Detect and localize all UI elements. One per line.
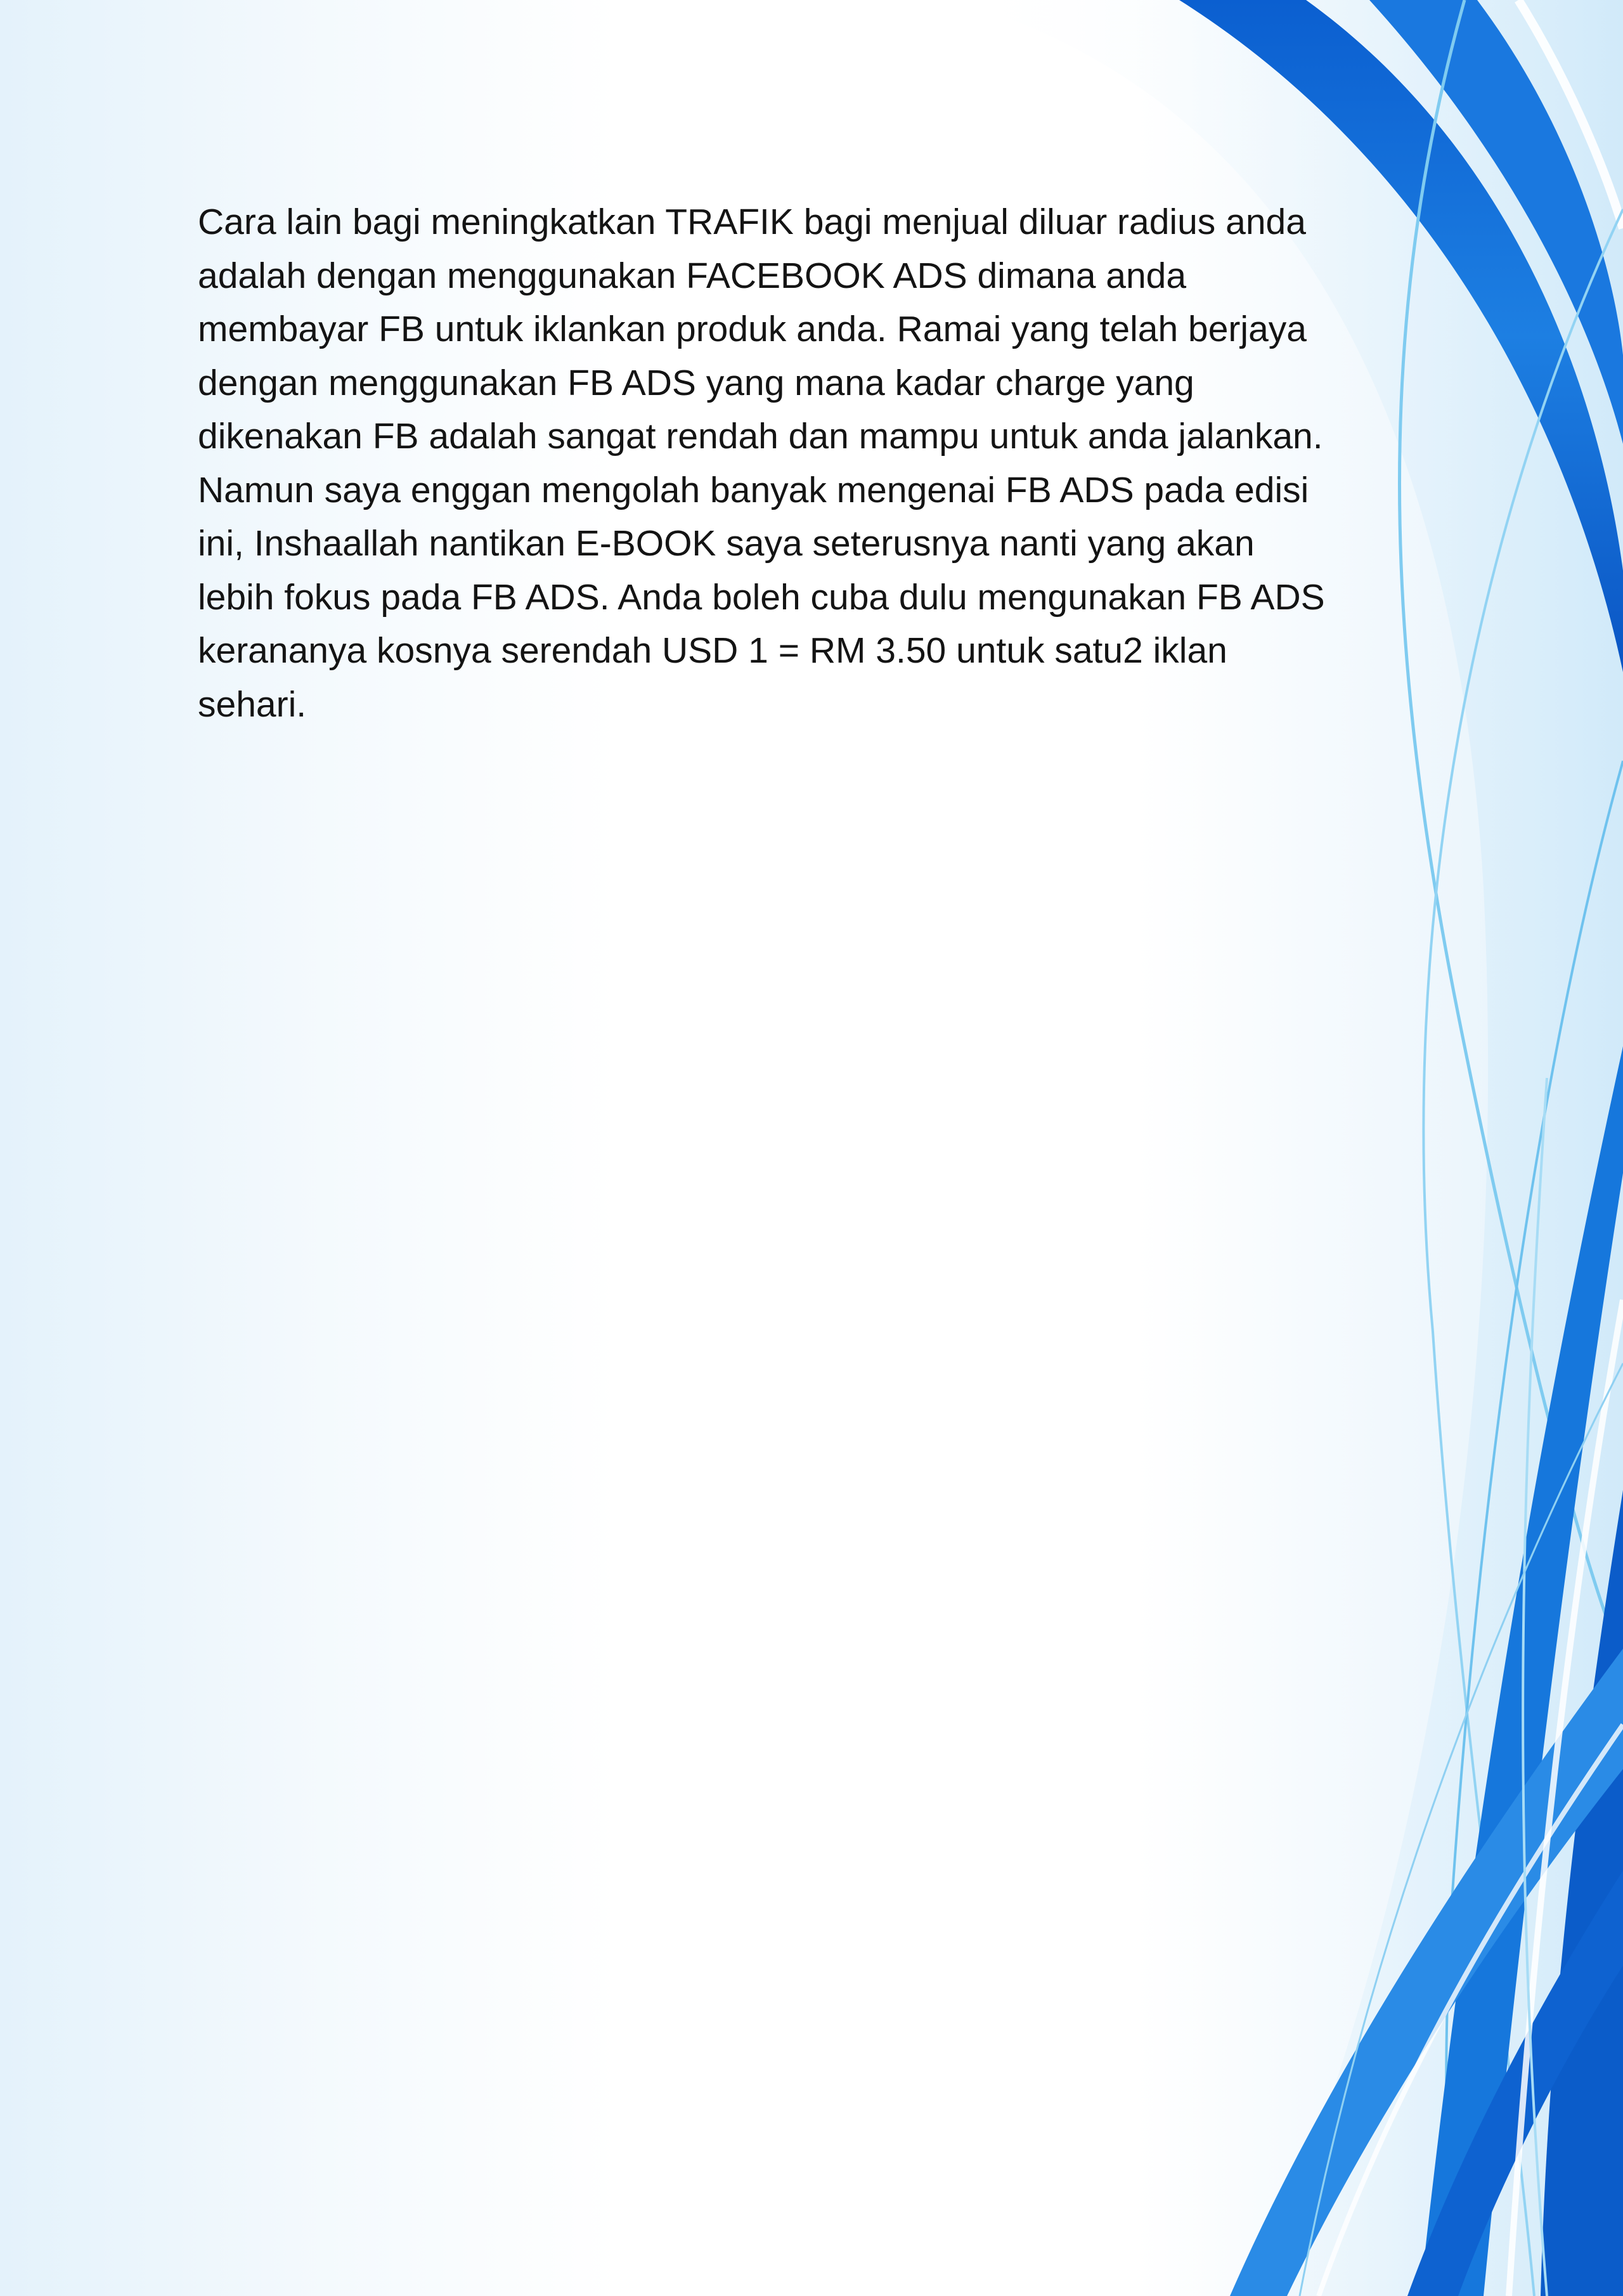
paragraph-line: kerananya kosnya serendah USD 1 = RM 3.50 untuk satu2 iklan xyxy=(198,630,1227,671)
paragraph-line: ini, Inshaallah nantikan E-BOOK saya seterusnya nanti yang akan xyxy=(198,523,1255,564)
paragraph-line: Cara lain bagi meningkatkan TRAFIK bagi menjual diluar radius anda xyxy=(198,202,1306,242)
paragraph-line: dikenakan FB adalah sangat rendah dan mampu untuk anda jalankan. xyxy=(198,416,1323,457)
paragraph-line: adalah dengan menggunakan FACEBOOK ADS dimana anda xyxy=(198,255,1187,296)
body-paragraph xyxy=(198,195,1453,731)
paragraph-line: lebih fokus pada FB ADS. Anda boleh cuba dulu mengunakan FB ADS xyxy=(198,576,1325,618)
paragraph-line: membayar FB untuk iklankan produk anda. Ramai yang telah berjaya xyxy=(198,309,1307,349)
paragraph-line: sehari. xyxy=(198,684,307,725)
paragraph-line: Namun saya enggan mengolah banyak mengenai FB ADS pada edisi xyxy=(198,469,1309,510)
paragraph-line: dengan menggunakan FB ADS yang mana kadar charge yang xyxy=(198,362,1194,403)
